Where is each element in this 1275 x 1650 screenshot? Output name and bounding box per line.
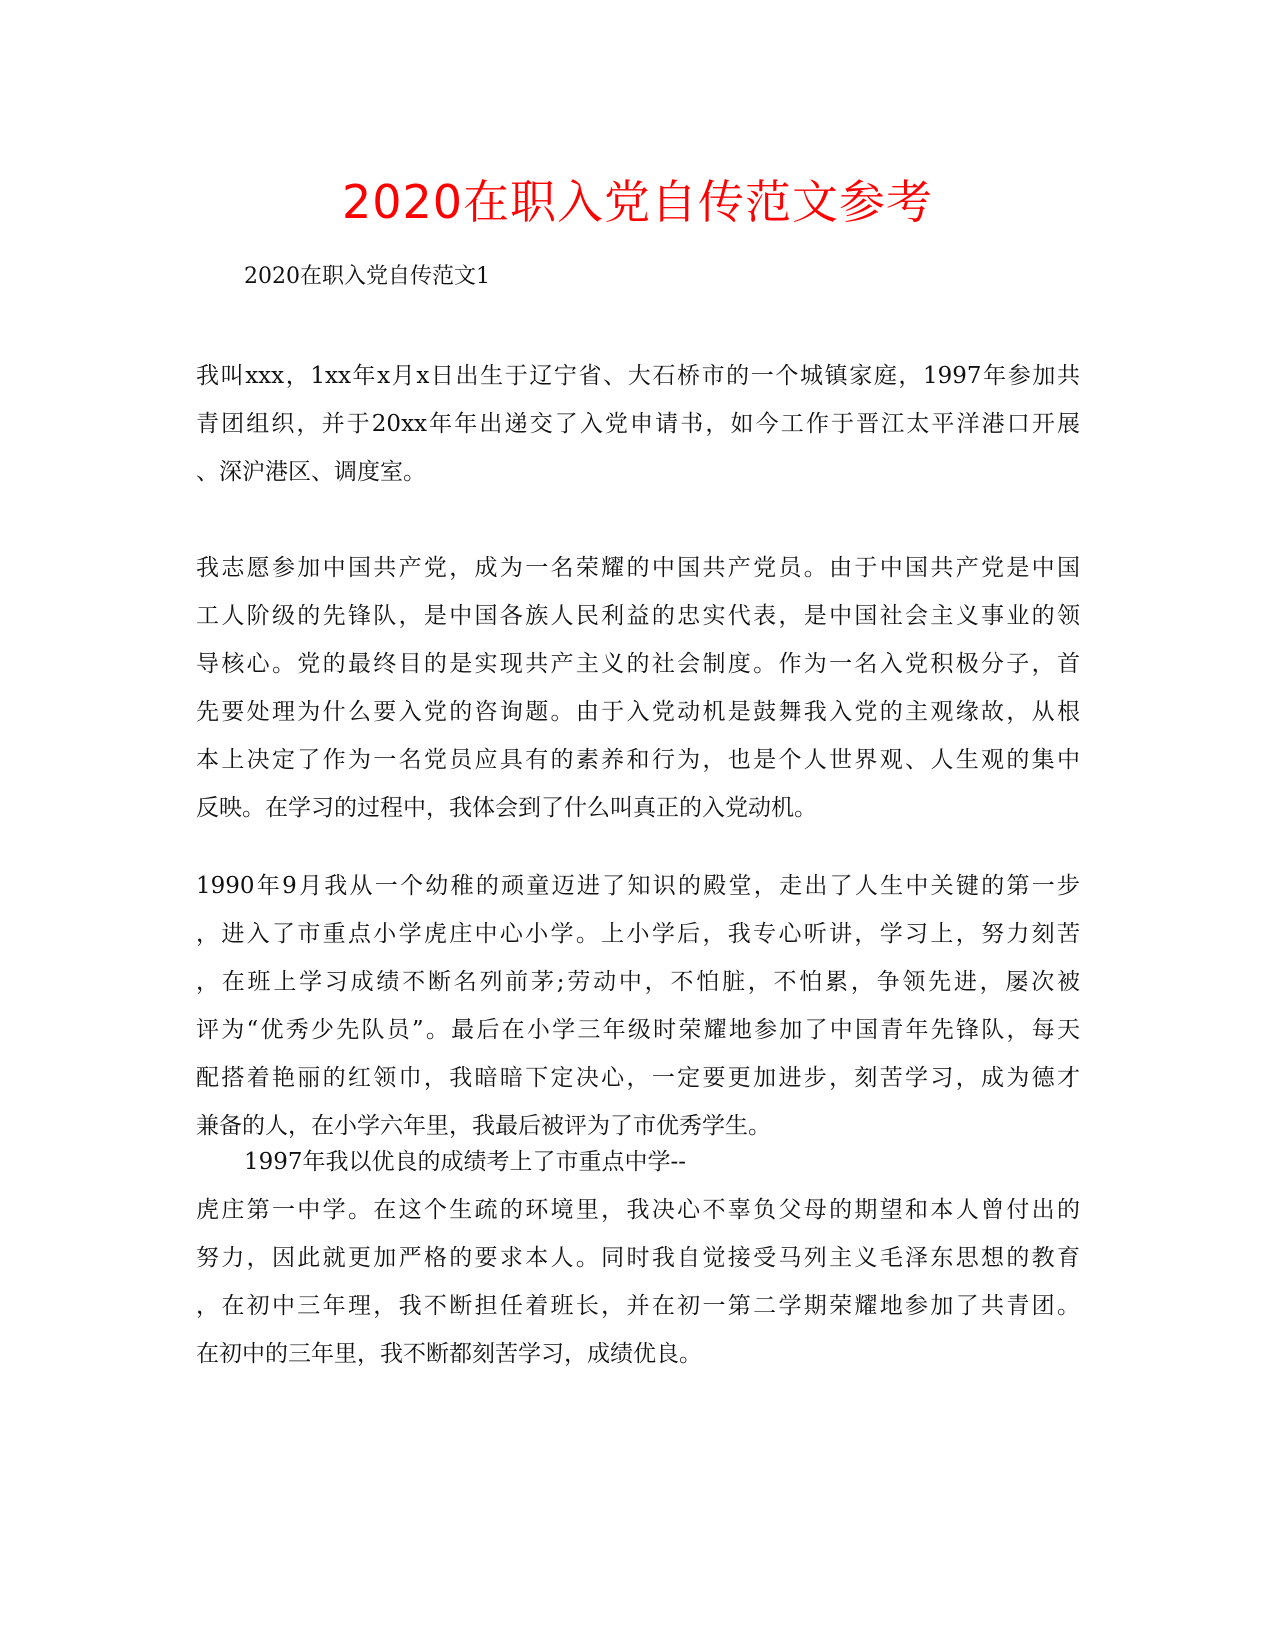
paragraph-line: 我志愿参加中国共产党，成为一名荣耀的中国共产党员。由于中国共产党是中国 — [196, 555, 1080, 581]
paragraph-line: 先要处理为什么要入党的咨询题。由于入党动机是鼓舞我入党的主观缘故，从根 — [196, 699, 1080, 725]
paragraph-line: 努力，因此就更加严格的要求本人。同时我自觉接受马列主义毛泽东思想的教育 — [196, 1245, 1080, 1271]
paragraph-line: 虎庄第一中学。在这个生疏的环境里，我决心不辜负父母的期望和本人曾付出的 — [196, 1197, 1080, 1223]
paragraph-line: 青团组织，并于20xx年年出递交了入党申请书，如今工作于晋江太平洋港口开展 — [196, 411, 1080, 437]
paragraph-line: 、深沪港区、调度室。 — [196, 459, 426, 485]
paragraph-line: 反映。在学习的过程中，我体会到了什么叫真正的入党动机。 — [196, 795, 817, 821]
paragraph-line: 兼备的人，在小学六年里，我最后被评为了市优秀学生。 — [196, 1113, 771, 1139]
paragraph-1 — [196, 352, 1080, 496]
paragraph-line: 评为“优秀少先队员”。最后在小学三年级时荣耀地参加了中国青年先锋队，每天 — [196, 1017, 1080, 1043]
paragraph-3 — [196, 862, 1080, 1150]
paragraph-line: ，在班上学习成绩不断名列前茅;劳动中，不怕脏，不怕累，争领先进，屡次被 — [196, 969, 1080, 995]
paragraph-line: ，进入了市重点小学虎庄中心小学。上小学后，我专心听讲，学习上，努力刻苦 — [196, 921, 1080, 947]
paragraph-line: 1990年9月我从一个幼稚的顽童迈进了知识的殿堂，走出了人生中关键的第一步 — [196, 873, 1080, 899]
paragraph-line: 配搭着艳丽的红领巾，我暗暗下定决心，一定要更加进步，刻苦学习，成为德才 — [196, 1065, 1080, 1091]
paragraph-line: 导核心。党的最终目的是实现共产主义的社会制度。作为一名入党积极分子，首 — [196, 651, 1080, 677]
paragraph-line: 在初中的三年里，我不断都刻苦学习，成绩优良。 — [196, 1341, 702, 1367]
paragraph-line: ，在初中三年理，我不断担任着班长，并在初一第二学期荣耀地参加了共青团。 — [196, 1293, 1080, 1319]
paragraph-line: 我叫xxx，1xx年x月x日出生于辽宁省、大石桥市的一个城镇家庭，1997年参加共 — [196, 363, 1080, 389]
paragraph-line: 1997年我以优良的成绩考上了市重点中学-- — [244, 1149, 687, 1175]
paragraph-line: 本上决定了作为一名党员应具有的素养和行为，也是个人世界观、人生观的集中 — [196, 747, 1080, 773]
paragraph-4 — [196, 1138, 1080, 1378]
paragraph-line: 工人阶级的先锋队，是中国各族人民利益的忠实代表，是中国社会主义事业的领 — [196, 603, 1080, 629]
paragraph-2 — [196, 544, 1080, 832]
document-subtitle: 2020在职入党自传范文1 — [244, 264, 490, 289]
document-title: 2020在职入党自传范文参考 — [341, 175, 934, 229]
